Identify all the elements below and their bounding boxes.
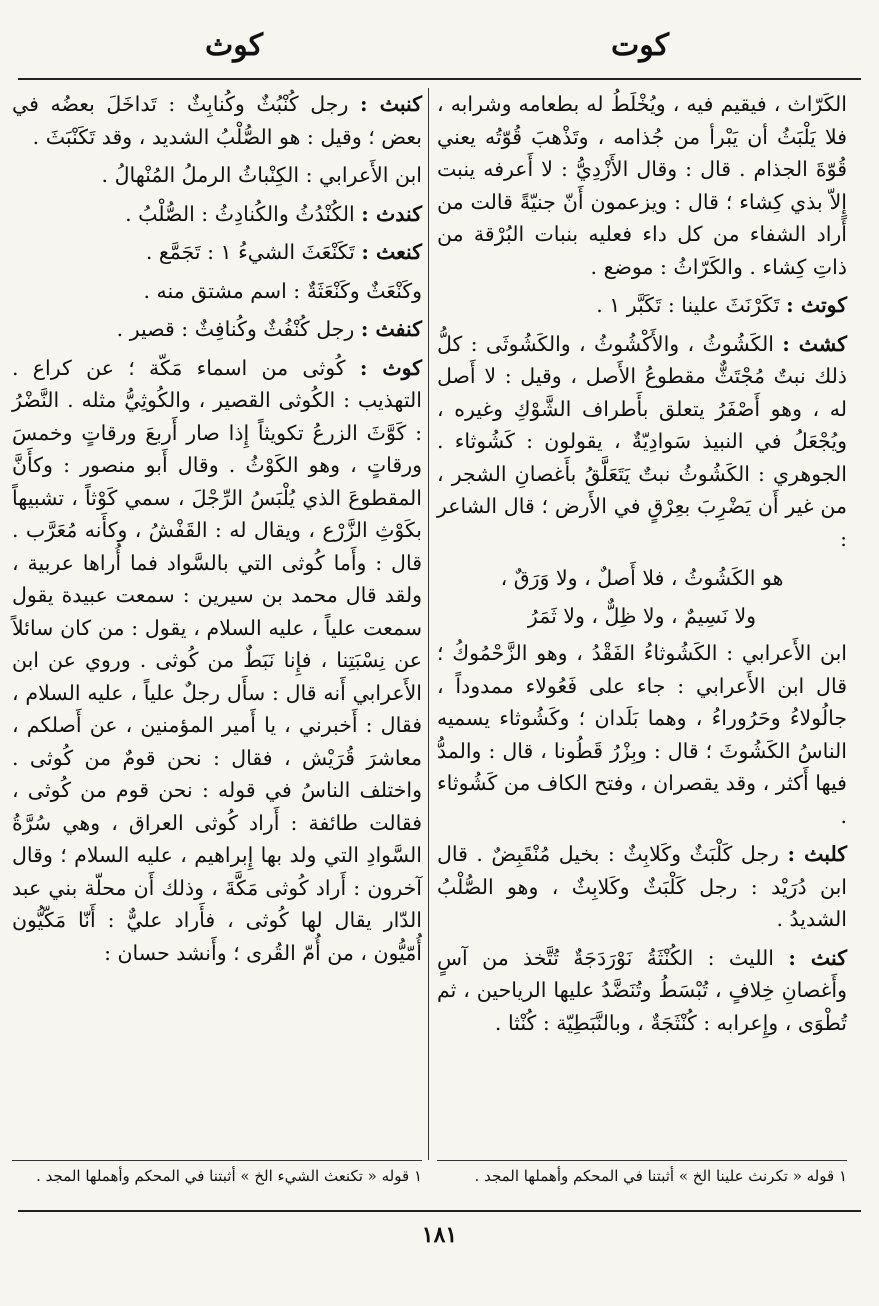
entry-text: كُوثى من اسماء مَكّة ؛ عن كراع . التهذيب : الكُوثى القصير ، والكُوثِيُّ مثله . النَّضْرُ : كَوَّثَ الزرعُ تكويثاً إِذا صار أَربعَ ورقاتٍ وخمسَ ورقاتٍ ، وهو الكَوْثُ . وقال أَبو منصور : وكأَنَّ المقطوعَ الذي يُلْبَسُ الرِّجْلَ ، سمي كَوْثاً ، تشبيهاً بكَوْثِ الزَّرْع ، ويقال له : القَفْشُ ، وكأَنه مُعَرَّب . قال : وأَما كُوثى التي بالسَّواد فما أُراها عربية ، ولقد قال محمد بن سيرين : سمعت عبيدة يقول سمعت علياً ، عليه السلام ، يقول : من كان سائلاً عن نِسْبَتِنا ، فإِنا نَبَطٌ من كُوثى . وروي عن ابن الأَعرابي أَنه قال : سأَل رجلٌ علياً ، عليه السلام ، فقال : أَخبرني ، يا أَمير المؤمنين ، عن أَصلكم ، معاشرَ قُرَيْش ، فقال : نحن قومٌ من كُوثى . واختلف الناسُ في قوله : نحن قوم من كُوثى ، فقالت طائفة : أَراد كُوثى العراق ، وهي سُرَّةُ السَّوادِ التي ولد بها إِبراهيم ، عليه السلام ؛ وقال آخرون : أَراد كُوثى مَكَّةَ ، وذلك أَن محلّة بني عبد الدّار يقال لها كُوثى ، فأَراد عليٌّ : أَنّا مَكّيُّون أُمّيُّون ، من أُمّ القُرى ؛ وأَنشد حسان : — [12, 355, 422, 965]
footer-rule — [18, 1210, 861, 1212]
dictionary-entry — [12, 313, 422, 346]
entry-headword: كنبث : — [359, 92, 422, 116]
dictionary-entry — [437, 637, 847, 832]
verse-line: هو الكَشُوثُ ، فلا أَصلٌ ، ولا وَرَقٌ ، — [500, 566, 784, 590]
header-left-title: كوث — [205, 28, 264, 63]
entry-headword: كنفث : — [360, 317, 422, 341]
dictionary-entry — [12, 236, 422, 269]
entry-text: وكَنْعَثٌ وكَنْعَثَةٌ : اسم مشتق منه . — [143, 278, 422, 303]
dictionary-entry — [437, 328, 847, 556]
left-column — [12, 88, 422, 975]
verse-line: ولا نَسِيمٌ ، ولا ظِلٌّ ، ولا ثَمَرُ — [527, 604, 757, 628]
page-number: ١٨١ — [421, 1222, 458, 1248]
entry-headword: كنث : — [788, 945, 847, 970]
entry-text: الكُنْدُثُ والكُنادِثُ : الصُّلْبُ . — [125, 201, 355, 226]
dictionary-entry — [12, 352, 422, 970]
entry-text: رجل كُنْفُثٌ وكُنافِثٌ : قصير . — [116, 317, 355, 341]
dictionary-entry — [437, 88, 847, 283]
entry-text: تَكَنْعَثَ الشيءُ ١ : تَجَمَّع . — [145, 240, 355, 264]
entry-headword: كندث : — [361, 201, 422, 226]
entry-text: تَكَرْنَثَ علينا : تَكَبَّر ١ . — [596, 293, 780, 317]
right-column — [437, 88, 847, 1045]
page-header — [0, 28, 879, 68]
entry-text: رجل كَلْبَثٌ وكَلابِثٌ : بخيل مُنْقَبِضٌ . قال ابن دُرَيْد : رجل كَلْبَثٌ وكَلابِثٌ ، وهو الصُّلْبُ الشديدُ . — [437, 842, 847, 931]
dictionary-entry — [12, 159, 422, 192]
entry-text: الكَشُوثُ ، والأَكْشُوثُ ، والكَشُوثَى : كلُّ ذلك نبتٌ مُجْتَثٌّ مقطوعُ الأَصل ، وقيل : لا أَصل له ، وهو أَصْفَرُ يتعلق بأَطراف الشَّوْكِ وغيره ، ويُجْعَلُ في النبيذ سَوادِيّةٌ ، يقولون : كَشُوثاء . الجوهري : الكَشُوثُ نبتٌ يَتَعَلَّقُ بأَغصانِ الشجر ، من غير أَن يَضْرِبَ بعِرْقٍ في الأَرض ؛ قال الشاعر : — [437, 331, 847, 551]
entry-headword: كشث : — [782, 331, 847, 356]
footnote-rule-left — [12, 1160, 422, 1161]
footnote-rule-right — [437, 1160, 847, 1161]
dictionary-entry — [437, 289, 847, 322]
entry-text: الليث : الكُنْثَةُ نَوْرَدَجَةٌ تُتَّخذ من آسٍ وأَغصانِ خِلافٍ ، تُبْسَطُ وتُنَضَّدُ عليها الرياحين ، ثم تُطْوَى ، وإِعرابه : كُنْثَجَةٌ ، وبالنَّبَطِيّة : كُنْثا . — [437, 945, 847, 1035]
entry-headword: كنعث : — [361, 240, 422, 264]
footnote-right: ١ قوله « تكرنث علينا الخ » أثبتنا في المحكم وأهملها المجد . — [474, 1167, 847, 1185]
entry-text: رجل كُنْبُثٌ وكُنابِثٌ : تَداخَلَ بعضُه في بعض ؛ وقيل : هو الصُّلْبُ الشديد ، وقد تَكَنْبَثَ . — [12, 92, 422, 149]
dictionary-entry — [12, 88, 422, 153]
dictionary-entry — [12, 275, 422, 308]
header-right-title: كوت — [610, 28, 669, 63]
dictionary-entry — [12, 198, 422, 231]
entry-text: الكَرّاث ، فيقيم فيه ، ويُخْلَطُ له بطعامه وشرابه ، فلا يَلْبَثُ أن يَبْرأ من جُذامه ، وتَذْهبَ قُوّتُه يعني قُوّةَ الجذام . قال : وقال الأَزْدِيُّ : لا أَعرفه ينبت إِلاّ بذي كِشاء ؛ قال : ويزعمون أَنّ جنيّةً قالت من أَراد الشفاء من كل داء فعليه بنبات البُرْقة من ذاتِ كِشاء . والكَرّاثُ : موضع . — [437, 92, 847, 279]
entry-headword: كوتث : — [786, 293, 847, 317]
footnote-left: ١ قوله « تكنعث الشيء الخ » أثبتنا في المحكم وأهملها المجد . — [36, 1167, 422, 1185]
header-rule — [18, 78, 861, 80]
column-divider — [428, 88, 429, 1160]
entry-headword: كوث : — [359, 355, 422, 380]
entry-headword: كلبث : — [787, 842, 847, 866]
entry-text: ابن الأَعرابي : الكِنْباثُ الرملُ المُنْهالُ . — [101, 163, 422, 187]
entry-text: ابن الأَعرابي : الكَشُوثاءُ الفَقْدُ ، وهو الزَّحْمُوكُ ؛ قال ابن الأَعرابي : جاء على فَعُولاء ممدوداً ، جالُولاءُ وحَرُوراءُ ، وهما بَلَدان ؛ وكَشُوثاء يسميه الناسُ الكَشُوثَ ؛ قال : وبِزْرُ قَطُونا ، قال : والمدُّ فيها أَكثر ، وقد يقصران ، وفتح الكاف من كَشُوثاء . — [437, 641, 847, 828]
dictionary-entry — [437, 942, 847, 1040]
dictionary-entry — [437, 838, 847, 936]
